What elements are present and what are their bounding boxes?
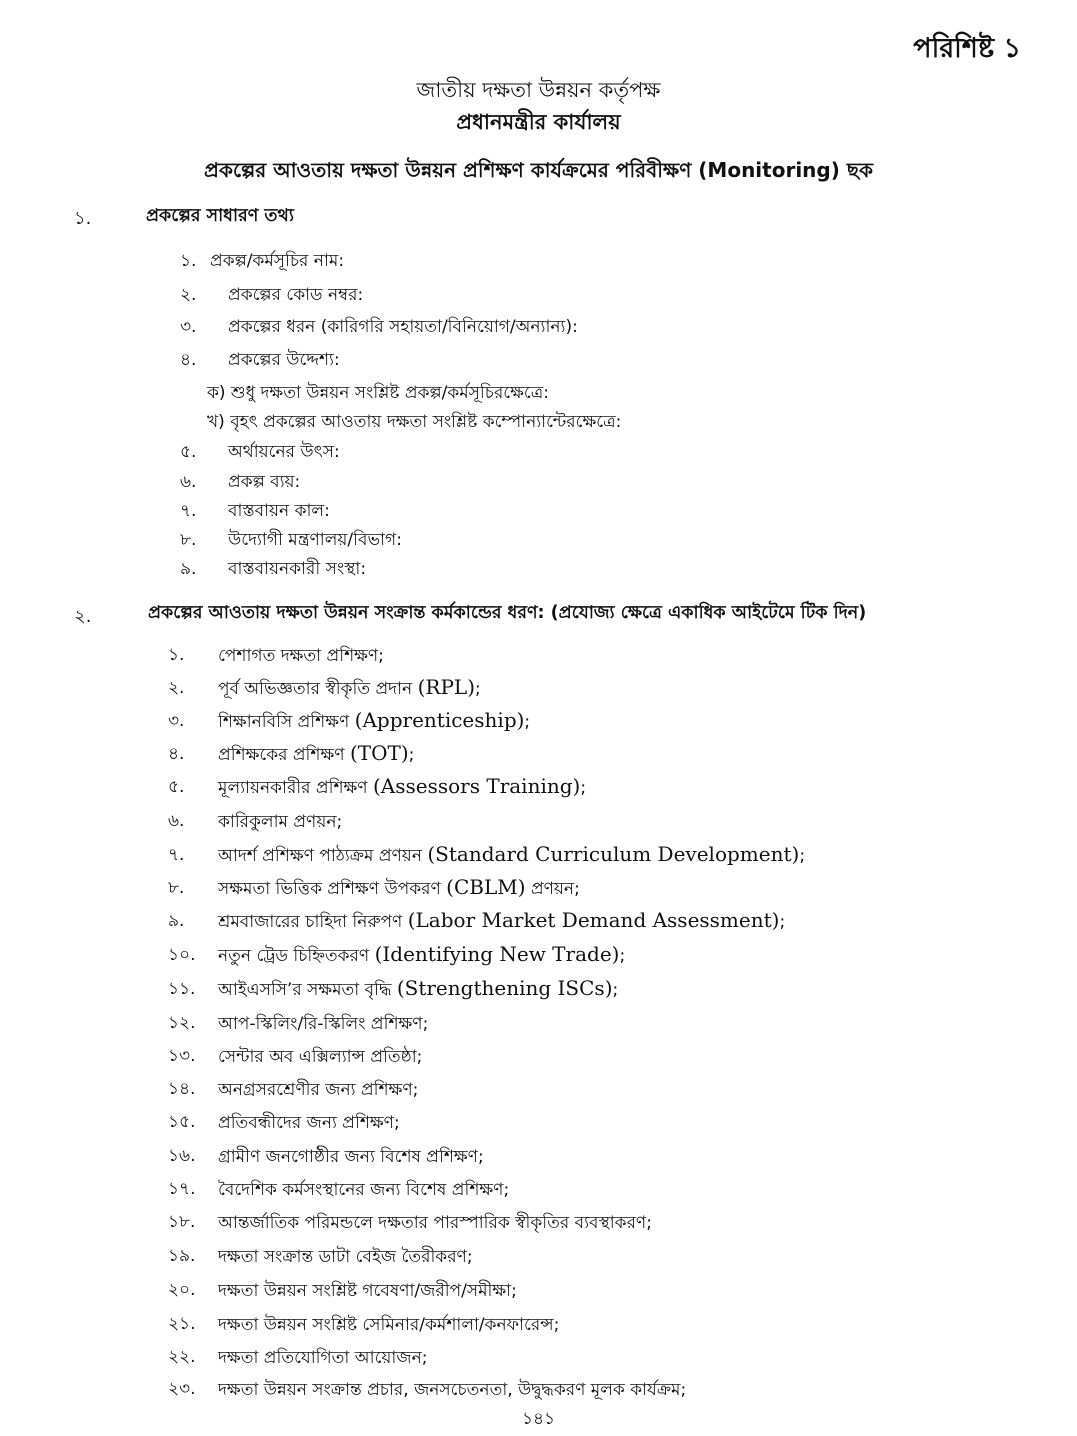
item-number: ১৬. — [168, 1146, 196, 1166]
item-number: ১. — [180, 251, 197, 271]
item-number: ২২. — [168, 1347, 196, 1367]
item-text: দক্ষতা উন্নয়ন সংশ্লিষ্ট গবেষণা/জরীপ/সমীক্ষা; — [218, 1281, 517, 1301]
item-text: অর্থায়নের উৎস: — [228, 442, 340, 462]
item-text: দক্ষতা উন্নয়ন সংশ্লিষ্ট সেমিনার/কর্মশালা/কনফারেন্স; — [218, 1315, 560, 1335]
item-text: অনগ্রসরশ্রেণীর জন্য প্রশিক্ষণ; — [218, 1080, 419, 1100]
item-text: প্রকল্পের উদ্দেশ্য: — [228, 350, 340, 370]
item-text: দক্ষতা উন্নয়ন সংক্রান্ত প্রচার, জনসচেতনতা, উদ্বুদ্ধকরণ মূলক কার্যক্রম; — [218, 1380, 687, 1400]
item-text: শিক্ষানবিসি প্রশিক্ষণ (Apprenticeship); — [218, 708, 531, 732]
office-name: প্রধানমন্ত্রীর কার্যালয় — [456, 110, 621, 134]
item-text: পূর্ব অভিজ্ঞতার স্বীকৃতি প্রদান (RPL); — [218, 675, 481, 699]
sub-item: খ) বৃহৎ প্রকল্পের আওতায় দক্ষতা সংশ্লিষ্ট কম্পোন্যান্টেরক্ষেত্রে: — [207, 412, 622, 432]
item-number: ৫. — [168, 777, 185, 797]
item-number: ২৩. — [168, 1379, 196, 1399]
appendix-label: পরিশিষ্ট ১ — [913, 33, 1021, 64]
item-text: গ্রামীণ জনগোষ্ঠীর জন্য বিশেষ প্রশিক্ষণ; — [218, 1147, 484, 1167]
item-text: পেশাগত দক্ষতা প্রশিক্ষণ; — [218, 646, 384, 666]
item-number: ২০. — [168, 1280, 196, 1300]
item-number: ১৭. — [168, 1179, 196, 1199]
sub-item: ক) শুধু দক্ষতা উন্নয়ন সংশ্লিষ্ট প্রকল্প/কর্মসূচিরক্ষেত্রে: — [207, 383, 549, 403]
item-number: ১৩. — [168, 1046, 196, 1066]
item-text: কারিকুলাম প্রণয়ন; — [218, 812, 343, 832]
item-number: ৮. — [168, 878, 185, 898]
item-number: ৫. — [180, 442, 197, 462]
item-number: ৬. — [180, 472, 197, 492]
item-text: নতুন ট্রেড চিহ্নিতকরণ (Identifying New Trade); — [218, 942, 626, 966]
item-text: সক্ষমতা ভিত্তিক প্রশিক্ষণ উপকরণ (CBLM) প্রণয়ন; — [218, 875, 580, 899]
item-number: ৭. — [168, 845, 185, 865]
item-number: ৩. — [180, 317, 197, 337]
item-text: আন্তর্জাতিক পরিমন্ডলে দক্ষতার পারস্পারিক স্বীকৃতির ব্যবস্থাকরণ; — [218, 1213, 652, 1233]
item-text: মূল্যায়নকারীর প্রশিক্ষণ (Assessors Training); — [218, 774, 587, 798]
item-number: ২. — [180, 285, 197, 305]
item-text: উদ্যোগী মন্ত্রণালয়/বিভাগ: — [228, 530, 402, 550]
item-number: ৯. — [168, 911, 185, 931]
section-2-title: প্রকল্পের আওতায় দক্ষতা উন্নয়ন সংক্রান্ত কর্মকান্ডের ধরণ: (প্রযোজ্য ক্ষেত্রে একাধিক আইটেমে টিক দিন) — [148, 603, 867, 623]
item-number: ১০. — [168, 945, 196, 965]
item-number: ১৪. — [168, 1079, 196, 1099]
page-number: ১৪১ — [521, 1409, 556, 1429]
organization-name: জাতীয় দক্ষতা উন্নয়ন কর্তৃপক্ষ — [416, 78, 661, 102]
item-text: বাস্তবায়নকারী সংস্থা: — [228, 559, 367, 579]
section-1-number: ১. — [74, 208, 92, 229]
item-number: ১. — [168, 645, 185, 665]
section-2-number: ২. — [74, 606, 92, 627]
item-text: আইএসসি’র সক্ষমতা বৃদ্ধি (Strengthening ISCs); — [218, 976, 619, 1000]
item-number: ৯. — [180, 559, 197, 579]
item-text: দক্ষতা সংক্রান্ত ডাটা বেইজ তৈরীকরণ; — [218, 1247, 473, 1267]
document-title: প্রকল্পের আওতায় দক্ষতা উন্নয়ন প্রশিক্ষণ কার্যক্রমের পরিবীক্ষণ (Monitoring) ছক — [204, 158, 873, 182]
item-text: আপ-স্কিলিং/রি-স্কিলিং প্রশিক্ষণ; — [218, 1014, 429, 1034]
item-text: দক্ষতা প্রতিযোগিতা আয়োজন; — [218, 1348, 428, 1368]
item-text: সেন্টার অব এক্সিল্যান্স প্রতিষ্ঠা; — [218, 1047, 423, 1067]
item-text: প্রকল্প/কর্মসূচির নাম: — [210, 251, 345, 271]
item-number: ১১. — [168, 979, 196, 999]
item-text: বৈদেশিক কর্মসংস্থানের জন্য বিশেষ প্রশিক্ষণ; — [218, 1180, 510, 1200]
item-number: ১৮. — [168, 1212, 196, 1232]
item-number: ১৫. — [168, 1112, 196, 1132]
item-number: ২. — [168, 678, 185, 698]
item-number: ৬. — [168, 811, 185, 831]
item-text: প্রশিক্ষকের প্রশিক্ষণ (TOT); — [218, 741, 415, 765]
item-text: প্রকল্পের ধরন (কারিগরি সহায়তা/বিনিয়োগ/অন্যান্য): — [228, 317, 578, 337]
section-1-title: প্রকল্পের সাধারণ তথ্য — [146, 206, 294, 226]
item-number: ১২. — [168, 1013, 196, 1033]
item-number: ২১. — [168, 1314, 196, 1334]
item-number: ৪. — [168, 744, 185, 764]
item-text: আদর্শ প্রশিক্ষণ পাঠ্যক্রম প্রণয়ন (Standard Curriculum Development); — [218, 842, 806, 866]
item-text: প্রকল্পের কোড নম্বর: — [228, 285, 364, 305]
item-number: ৭. — [180, 501, 197, 521]
item-number: ১৯. — [168, 1246, 196, 1266]
item-text: প্রতিবন্ধীদের জন্য প্রশিক্ষণ; — [218, 1113, 400, 1133]
item-text: শ্রমবাজারের চাহিদা নিরুপণ (Labor Market Demand Assessment); — [218, 908, 786, 932]
item-text: বাস্তবায়ন কাল: — [228, 501, 330, 521]
item-number: ৪. — [180, 350, 197, 370]
item-text: প্রকল্প ব্যয়: — [228, 472, 301, 492]
item-number: ৮. — [180, 530, 197, 550]
item-number: ৩. — [168, 711, 185, 731]
